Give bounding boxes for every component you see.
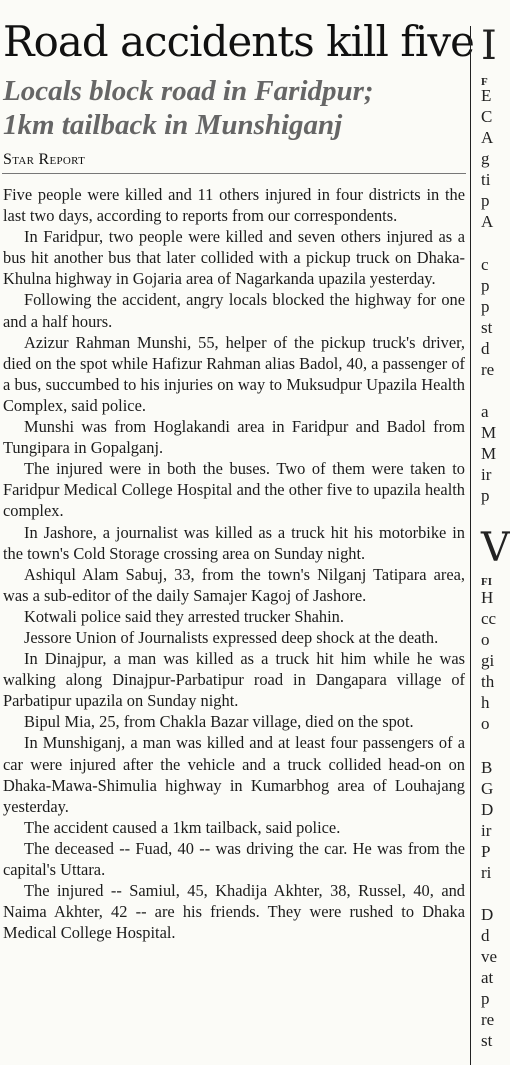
paragraph: In Munshiganj, a man was killed and at least four passengers of a car were injured after the vehicle and a truck collided head-on on Dhaka-Mawa-Shimulia highway in Kumarbhog area of Louhajang yesterday. xyxy=(3,733,465,816)
subheadline-line: Locals block road in Faridpur; xyxy=(3,75,374,107)
adjacent-text-fragment: FI xyxy=(481,576,492,588)
adjacent-text-fragment: st xyxy=(481,318,493,337)
adjacent-text-fragment: M xyxy=(481,444,497,463)
adjacent-text-fragment: o xyxy=(481,714,490,733)
adjacent-text-fragment: p xyxy=(481,191,490,210)
adjacent-text-fragment: at xyxy=(481,968,494,987)
adjacent-text-fragment: F xyxy=(481,76,488,88)
adjacent-text-fragment: M xyxy=(481,423,497,442)
paragraph: Azizur Rahman Munshi, 55, helper of the pickup truck's driver, died on the spot while Hafizur Rahman alias Badol, 40, a passenger of a bus, succumbed to his injuries on way to Muksudpur Upazila Health Complex, said police. xyxy=(3,332,465,415)
adjacent-text-fragment: h xyxy=(481,693,490,712)
adjacent-text-fragment: c xyxy=(481,255,489,274)
adjacent-text-fragment: d xyxy=(481,926,490,945)
adjacent-text-fragment: re xyxy=(481,360,495,379)
paragraph: The injured -- Samiul, 45, Khadija Akhter, 38, Russel, 40, and Naima Akhter, 42 -- are his friends. They were rushed to Dhaka Medical College Hospital. xyxy=(3,881,465,943)
column-divider xyxy=(470,26,471,1065)
adjacent-text-fragment: p xyxy=(481,276,490,295)
adjacent-text-fragment: P xyxy=(481,842,491,861)
article-body xyxy=(3,184,465,943)
paragraph: Five people were killed and 11 others injured in four districts in the last two days, according to reports from our correspondents. xyxy=(3,185,465,226)
paragraph: In Dinajpur, a man was killed as a truck hit him while he was walking along Dinajpur-Parbatipur road in Dangapara village of Parbatipur upazila on Sunday night. xyxy=(3,649,465,711)
adjacent-text-fragment: cc xyxy=(481,609,497,628)
adjacent-text-fragment: re xyxy=(481,1010,495,1029)
adjacent-text-fragment: H xyxy=(481,588,494,607)
paragraph: Ashiqul Alam Sabuj, 33, from the town's Nilganj Tatipara area, was a sub-editor of the daily Samajer Kagoj of Jashore. xyxy=(3,564,465,605)
adjacent-text-fragment: th xyxy=(481,672,495,691)
adjacent-text-fragment: E xyxy=(481,86,492,105)
adjacent-text-fragment: ve xyxy=(481,947,498,966)
adjacent-text-fragment: st xyxy=(481,1031,493,1050)
adjacent-text-fragment: B xyxy=(481,758,493,777)
adjacent-text-fragment: p xyxy=(481,486,490,505)
adjacent-text-fragment: p xyxy=(481,297,490,316)
adjacent-text-fragment: A xyxy=(481,128,494,147)
paragraph: Munshi was from Hoglakandi area in Faridpur and Badol from Tungipara in Gopalganj. xyxy=(3,417,465,458)
adjacent-text-fragment: a xyxy=(481,402,489,421)
byline: Star Report xyxy=(3,151,86,168)
paragraph: The injured were in both the buses. Two of them were taken to Faridpur Medical College Hospital and the other five to upazila health complex. xyxy=(3,459,465,521)
paragraph: The deceased -- Fuad, 40 -- was driving the car. He was from the capital's Uttara. xyxy=(3,838,465,879)
paragraph: In Jashore, a journalist was killed as a truck hit his motorbike in the town's Cold Storage crossing area on Sunday night. xyxy=(3,522,465,563)
paragraph: Jessore Union of Journalists expressed deep shock at the death. xyxy=(24,627,439,647)
paragraph: In Faridpur, two people were killed and seven others injured as a bus hit another bus that later collided with a pickup truck on Dhaka-Khulna highway in Gojaria area of Nagarkanda upazila yesterday. xyxy=(3,227,465,289)
byline-divider xyxy=(2,173,466,174)
adjacent-text-fragment: gi xyxy=(481,651,495,670)
paragraph: Kotwali police said they arrested trucker Shahin. xyxy=(24,606,344,626)
adjacent-text-fragment: D xyxy=(481,800,494,819)
adjacent-headline-letter: V xyxy=(481,525,510,571)
adjacent-text-fragment: d xyxy=(481,339,490,358)
subheadline-line: 1km tailback in Munshiganj xyxy=(3,109,343,141)
adjacent-column-fragment xyxy=(475,0,510,1065)
adjacent-text-fragment: ir xyxy=(481,465,492,484)
adjacent-text-fragment: ti xyxy=(481,170,491,189)
adjacent-text-fragment: D xyxy=(481,905,494,924)
adjacent-text-fragment: ri xyxy=(481,863,492,882)
adjacent-text-fragment: C xyxy=(481,107,493,126)
adjacent-text-fragment: o xyxy=(481,630,490,649)
headline: Road accidents kill five xyxy=(3,17,474,66)
subheadline xyxy=(3,74,374,142)
adjacent-text-fragment: A xyxy=(481,212,494,231)
adjacent-text-fragment: G xyxy=(481,779,494,798)
paragraph: Following the accident, angry locals blocked the highway for one and a half hours. xyxy=(3,290,465,331)
adjacent-text-fragment: ir xyxy=(481,821,492,840)
adjacent-headline-letter: I xyxy=(481,23,497,69)
adjacent-text-fragment: g xyxy=(481,149,490,168)
paragraph: The accident caused a 1km tailback, said police. xyxy=(24,817,341,837)
paragraph: Bipul Mia, 25, from Chakla Bazar village, died on the spot. xyxy=(24,712,414,732)
adjacent-text-fragment: p xyxy=(481,989,490,1008)
